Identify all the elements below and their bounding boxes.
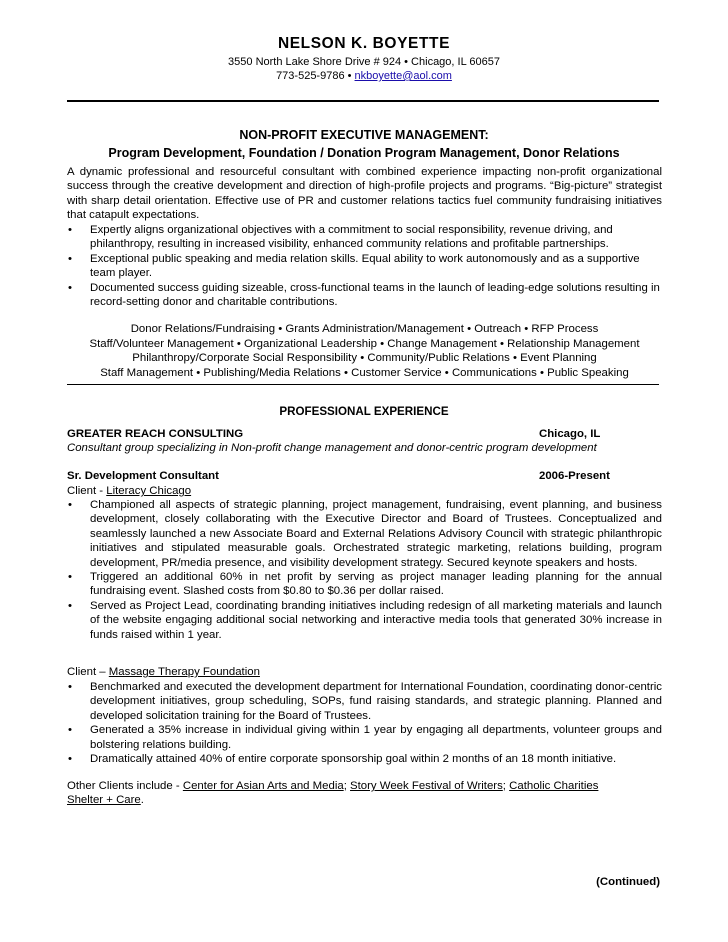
section-divider	[67, 384, 659, 385]
bullet-icon: •	[68, 252, 72, 265]
list-item: • Exceptional public speaking and media relation skills. Equal ability to work autonomously and as a supportive team player.	[68, 252, 640, 280]
role-dates: 2006-Present	[539, 470, 610, 482]
client-link[interactable]: Literacy Chicago	[106, 485, 192, 497]
applicant-name: NELSON K. BOYETTE	[277, 35, 451, 52]
bullet-icon: •	[68, 724, 72, 737]
skills-line: Staff/Volunteer Management • Organizational Leadership • Change Management • Relationship Management	[89, 337, 640, 350]
client-line: Client – Massage Therapy Foundation	[67, 666, 260, 678]
bullet-icon: •	[68, 224, 72, 236]
bullet-icon: •	[68, 753, 72, 766]
list-item: • Championed all aspects of strategic planning, project management, fundraising, event planning, and business development, closely collaborating with the Executive Director and Board of Trustees. Conceptualized and seamlessly launched a new Associate Board and External Relations Advisory Council with strategic philanthropic initiatives and stipulated measurable goals. Orchestrated strategic marketing, relations building, program development, PR/media presence, and visibility development strategy. Secured keynote speakers and hosts.	[68, 499, 662, 569]
phone-number: 773-525-9786 •	[276, 70, 355, 82]
list-item: • Documented success guiding sizeable, cross-functional teams in the launch of leading-edge solutions resulting in record-setting donor and charitable contributions.	[68, 281, 660, 309]
client2-bullets	[67, 680, 662, 766]
skills-block	[62, 322, 667, 380]
list-item: • Triggered an additional 60% in net profit by serving as project manager leading planning for the annual fundraising event. Slashed costs from $0.80 to $0.36 per dollar raised.	[68, 571, 662, 598]
client-line: Client - Literacy Chicago	[67, 485, 192, 497]
skills-line: Staff Management • Publishing/Media Relations • Customer Service • Communications • Public Speaking	[100, 366, 629, 379]
summary-title: NON-PROFIT EXECUTIVE MANAGEMENT:	[239, 128, 489, 142]
skills-line: Donor Relations/Fundraising • Grants Administration/Management • Outreach • RFP Process	[130, 323, 599, 335]
summary-intro: A dynamic professional and resourceful consultant with combined experience impacting non-profit organizational success through the creative development and direction of high-profile projects and programs. “Big-picture” strategist with sharp detail orientation. Effective use of PR and customer relations tactics fuel community fundraising initiatives that catapult expectations.	[67, 166, 662, 222]
summary-bullets	[67, 223, 662, 309]
client-link[interactable]: Catholic Charities Shelter + Care	[67, 780, 599, 807]
skills-line: Philanthropy/Corporate Social Responsibility • Community/Public Relations • Event Planning	[132, 352, 597, 365]
email-link[interactable]: nkboyette@aol.com	[354, 70, 452, 82]
client1-bullets	[67, 498, 662, 642]
client-link[interactable]: Massage Therapy Foundation	[108, 666, 260, 678]
list-item: • Generated a 35% increase in individual giving within 1 year by engaging all departments, volunteer groups and bolstering relations building.	[68, 724, 662, 751]
header-divider	[67, 100, 659, 102]
company-row	[67, 427, 662, 441]
company-name: GREATER REACH CONSULTING	[67, 428, 244, 440]
bullet-icon: •	[68, 681, 72, 693]
address-line: 3550 North Lake Shore Drive # 924 • Chicago, IL 60657	[228, 56, 500, 68]
bullet-icon: •	[68, 599, 72, 612]
company-description: Consultant group specializing in Non-profit change management and donor-centric program development	[67, 442, 597, 454]
list-item: • Dramatically attained 40% of entire corporate sponsorship goal within 2 months of an 18 month initiative.	[68, 753, 617, 766]
bullet-icon: •	[68, 571, 72, 584]
client-link[interactable]: Center for Asian Arts and Media	[182, 780, 344, 792]
other-clients: Other Clients include - Center for Asian Arts and Media; Story Week Festival of Writers; Catholic Charities Shelter + Care.	[67, 780, 599, 807]
summary-subtitle: Program Development, Foundation / Donation Program Management, Donor Relations	[108, 146, 620, 160]
role-title: Sr. Development Consultant	[67, 470, 219, 482]
bullet-icon: •	[68, 499, 72, 511]
contact-line	[0, 70, 728, 82]
experience-heading: PROFESSIONAL EXPERIENCE	[279, 405, 449, 418]
continued-label: (Continued)	[596, 876, 660, 888]
bullet-icon: •	[68, 281, 72, 294]
role-row	[67, 469, 662, 483]
list-item: • Expertly aligns organizational objectives with a commitment to social responsibility, revenue driving, and philanthropy, resulting in increased visibility, enhanced community relations and profitable partnerships.	[68, 224, 613, 251]
list-item: • Benchmarked and executed the development department for International Foundation, coordinating donor-centric development initiatives, group scheduling, SOPs, fund raising standards, and strategic planning. Planned and developed solicitation training for the Board of Trustees.	[68, 681, 662, 722]
list-item: • Served as Project Lead, coordinating branding initiatives including redesign of all marketing materials and launch of the website engaging additional social networking and interactive media tools that generated 30% increase in funds raised within 1 year.	[68, 599, 662, 641]
client-link[interactable]: Story Week Festival of Writers	[350, 780, 503, 792]
company-location: Chicago, IL	[539, 428, 601, 440]
